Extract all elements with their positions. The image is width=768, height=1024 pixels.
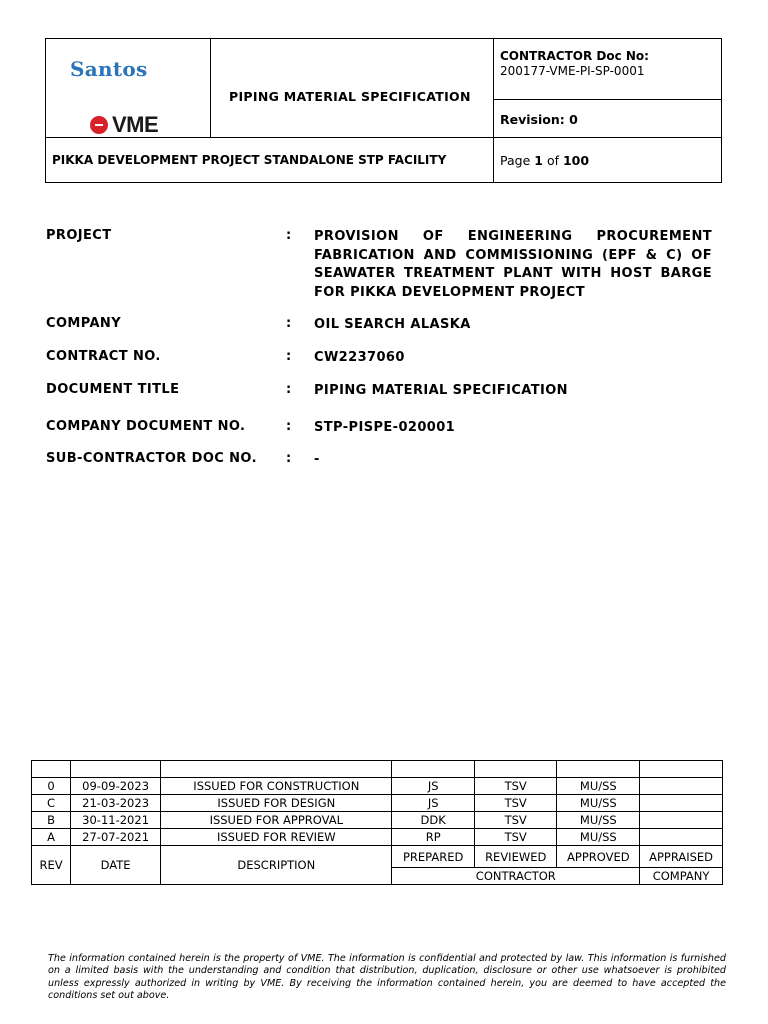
table-cell: [640, 761, 723, 778]
field-colon: :: [286, 316, 292, 331]
table-cell: [71, 761, 161, 778]
field-colon: :: [286, 349, 292, 364]
table-row: [32, 795, 723, 812]
vme-logo-icon: [90, 116, 108, 134]
table-cell: [474, 761, 557, 778]
divider: [493, 39, 494, 182]
page-total: 100: [562, 153, 590, 168]
table-row: [32, 829, 723, 846]
divider: [493, 99, 721, 100]
rev-cell: 0: [32, 778, 71, 795]
table-row: [32, 812, 723, 829]
header-reviewed: REVIEWED: [474, 846, 557, 868]
contractor-doc-label: CONTRACTOR Doc No:: [500, 49, 649, 63]
approved-cell: MU/SS: [557, 829, 640, 846]
table-cell: [161, 761, 392, 778]
date-cell: 27-07-2021: [71, 829, 161, 846]
field-value: PROVISION OF ENGINEERING PROCUREMENT FABRICATION AND COMMISSIONING (EPF & C) OF SEAWATER TREATMENT PLANT WITH HOST BARGE FOR PIKKA DEVELOPMENT PROJECT: [314, 229, 712, 300]
header-appraised: APPRAISED: [640, 846, 723, 868]
header-rev: REV: [32, 846, 71, 885]
appraised-cell: [640, 812, 723, 829]
description-cell: ISSUED FOR DESIGN: [161, 795, 392, 812]
rev-cell: B: [32, 812, 71, 829]
field-colon: :: [286, 451, 292, 466]
header-company: COMPANY: [640, 868, 723, 885]
header-prepared: PREPARED: [392, 846, 474, 868]
date-cell: 09-09-2023: [71, 778, 161, 795]
confidentiality-notice: The information contained herein is the property of VME. The information is confidential and protected by law. This information is furnished on a limited basis with the understanding and condition that distribution, duplication, disclosure or other use whatsoever is prohibited unless expressly authorized in writing by VME. By receiving the information contained herein, you are deemed to have accepted the conditions set out above.: [48, 953, 726, 1001]
field-value: STP-PISPE-020001: [314, 420, 456, 435]
description-cell: ISSUED FOR REVIEW: [161, 829, 392, 846]
header-approved: APPROVED: [557, 846, 640, 868]
field-colon: :: [286, 419, 292, 434]
prepared-cell: DDK: [392, 812, 474, 829]
approved-cell: MU/SS: [557, 795, 640, 812]
description-cell: ISSUED FOR APPROVAL: [161, 812, 392, 829]
table-header-row: [32, 846, 723, 868]
revision-table: [31, 760, 723, 885]
field-colon: :: [286, 228, 292, 243]
field-label: COMPANY DOCUMENT NO.: [46, 419, 246, 434]
vme-logo-text: VME: [112, 112, 159, 137]
page-current: 1: [534, 153, 543, 168]
contractor-doc-number: 200177-VME-PI-SP-0001: [500, 64, 645, 78]
page-prefix: Page: [500, 153, 531, 168]
table-cell: [32, 761, 71, 778]
field-value: PIPING MATERIAL SPECIFICATION: [314, 383, 568, 398]
field-label: DOCUMENT TITLE: [46, 382, 180, 397]
project-title: PIKKA DEVELOPMENT PROJECT STANDALONE STP FACILITY: [52, 153, 447, 167]
field-label: COMPANY: [46, 316, 122, 331]
field-colon: :: [286, 382, 292, 397]
appraised-cell: [640, 829, 723, 846]
field-label: CONTRACT NO.: [46, 349, 161, 364]
approved-cell: MU/SS: [557, 812, 640, 829]
vme-logo: [90, 112, 158, 138]
date-cell: 30-11-2021: [71, 812, 161, 829]
table-cell: [392, 761, 474, 778]
revision-label: Revision: 0: [500, 112, 578, 127]
document-title: PIPING MATERIAL SPECIFICATION: [229, 89, 471, 104]
appraised-cell: [640, 795, 723, 812]
reviewed-cell: TSV: [474, 812, 557, 829]
table-cell: [557, 761, 640, 778]
appraised-cell: [640, 778, 723, 795]
description-cell: ISSUED FOR CONSTRUCTION: [161, 778, 392, 795]
santos-logo: Santos: [70, 57, 148, 81]
field-value: OIL SEARCH ALASKA: [314, 317, 471, 332]
field-value: -: [314, 452, 320, 467]
header-contractor: CONTRACTOR: [392, 868, 640, 885]
approved-cell: MU/SS: [557, 778, 640, 795]
reviewed-cell: TSV: [474, 795, 557, 812]
field-label: PROJECT: [46, 228, 112, 243]
table-row: [32, 761, 723, 778]
rev-cell: C: [32, 795, 71, 812]
reviewed-cell: TSV: [474, 829, 557, 846]
prepared-cell: RP: [392, 829, 474, 846]
field-value: CW2237060: [314, 350, 405, 365]
header-description: DESCRIPTION: [161, 846, 392, 885]
header-table: [45, 38, 722, 183]
page-of: of: [546, 153, 559, 168]
page-info: [500, 153, 589, 168]
divider: [210, 39, 211, 138]
table-row: [32, 778, 723, 795]
date-cell: 21-03-2023: [71, 795, 161, 812]
header-date: DATE: [71, 846, 161, 885]
reviewed-cell: TSV: [474, 778, 557, 795]
field-label: SUB-CONTRACTOR DOC NO.: [46, 451, 257, 466]
prepared-cell: JS: [392, 778, 474, 795]
rev-cell: A: [32, 829, 71, 846]
prepared-cell: JS: [392, 795, 474, 812]
